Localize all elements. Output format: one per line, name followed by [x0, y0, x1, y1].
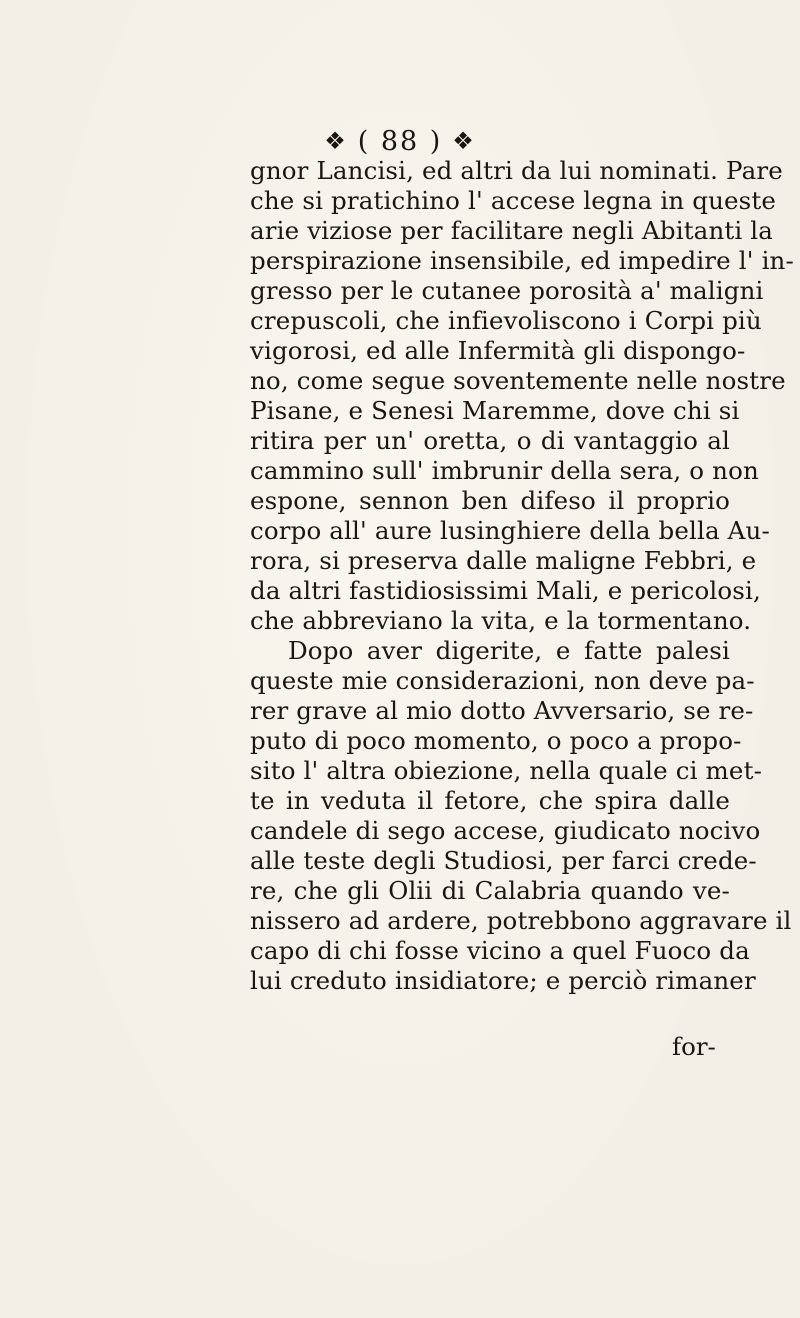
text-line: che si pratichino l' accese legna in queste — [250, 186, 777, 215]
text-line-indented: Dopo aver digerite, e fatte palesi — [288, 636, 730, 665]
text-line: crepuscoli, che infievoliscono i Corpi più — [250, 306, 762, 335]
text-line: rora, si preserva dalle maligne Febbri, e — [250, 546, 757, 575]
text-line: espone, sennon ben difeso il proprio — [250, 486, 730, 515]
text-line: perspirazione insensibile, ed impedire l' in- — [250, 246, 794, 275]
text-line: sito l' altra obiezione, nella quale ci met- — [250, 756, 762, 785]
text-line: gnor Lancisi, ed altri da lui nominati. Pare — [250, 156, 783, 185]
text-line: puto di poco momento, o poco a propo- — [250, 726, 742, 755]
text-line: queste mie considerazioni, non deve pa- — [250, 666, 755, 695]
text-line: lui creduto insidiatore; e perciò rimaner — [250, 966, 756, 995]
text-line: vigorosi, ed alle Infermità gli dispongo- — [250, 336, 746, 365]
left-ornament-icon: ❖ — [324, 127, 348, 155]
text-line: re, che gli Olii di Calabria quando ve- — [250, 876, 730, 905]
text-line: cammino sull' imbrunir della sera, o non — [250, 456, 759, 485]
text-line: rer grave al mio dotto Avversario, se re- — [250, 696, 754, 725]
text-line: corpo all' aure lusinghiere della bella Au- — [250, 516, 770, 545]
text-line: ritira per un' oretta, o di vantaggio al — [250, 426, 730, 455]
text-line: arie viziose per facilitare negli Abitanti la — [250, 216, 774, 245]
text-line: alle teste degli Studiosi, per farci crede- — [250, 846, 757, 875]
right-ornament-icon: ❖ — [452, 127, 476, 155]
text-line: da altri fastidiosissimi Mali, e pericolosi, — [250, 576, 761, 605]
text-line: no, come segue soventemente nelle nostre — [250, 366, 786, 395]
text-line: te in veduta il fetore, che spira dalle — [250, 786, 730, 815]
text-line: che abbreviano la vita, e la tormentano. — [250, 606, 752, 635]
text-line: Pisane, e Senesi Maremme, dove chi si — [250, 396, 740, 425]
body-text — [250, 156, 794, 996]
text-line: gresso per le cutanee porosità a' maligni — [250, 276, 764, 305]
page-number: ( 88 ) — [357, 126, 443, 157]
running-header — [0, 128, 800, 155]
text-line: nissero ad ardere, potrebbono aggravare il — [250, 906, 792, 935]
text-line: capo di chi fosse vicino a quel Fuoco da — [250, 936, 750, 965]
catchword: for- — [672, 1032, 716, 1061]
text-line: candele di sego accese, giudicato nocivo — [250, 816, 761, 845]
